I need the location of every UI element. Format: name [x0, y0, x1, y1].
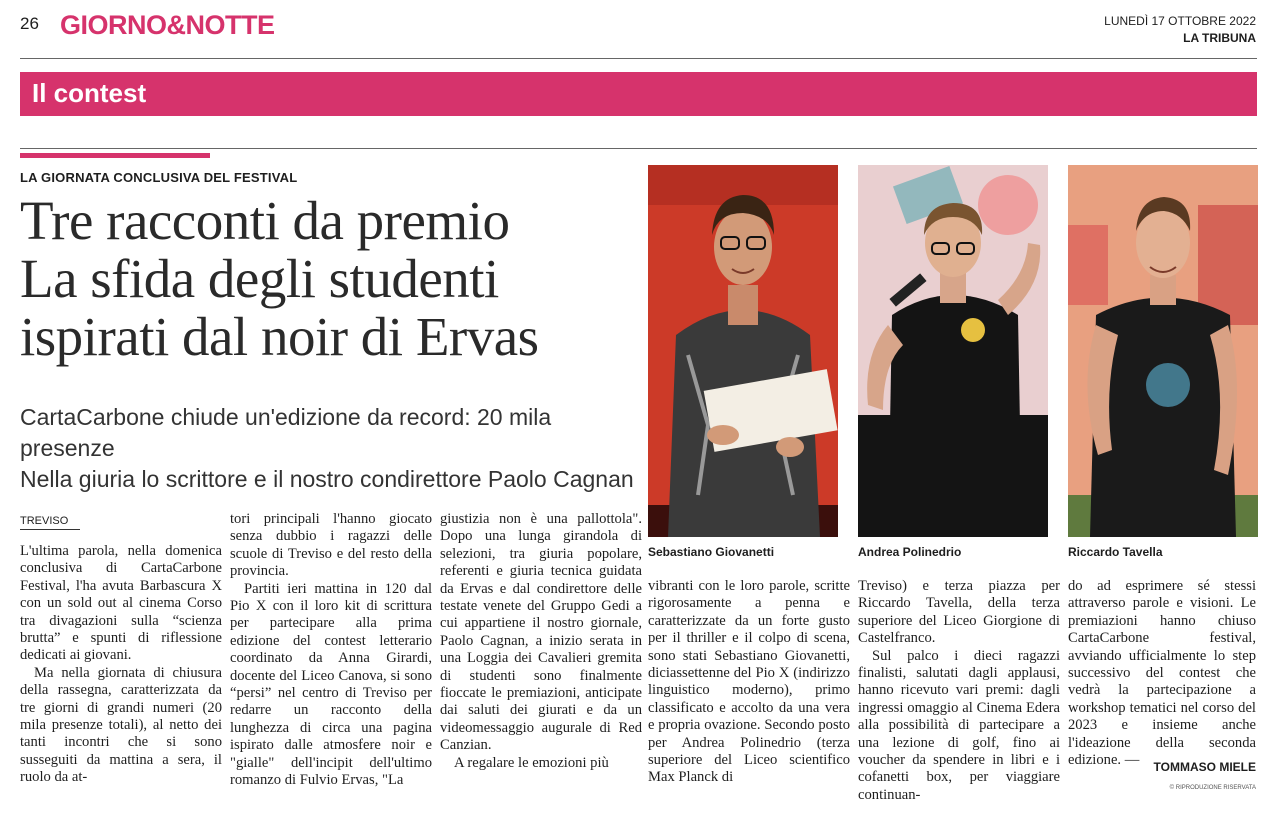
paragraph: A regalare le emozioni più [454, 754, 609, 771]
section-rule [20, 148, 1257, 149]
photo-andrea-polinedrio [858, 165, 1048, 537]
subheadline-line: CartaCarbone chiude un'edizione da record: 20 mila presenze [20, 404, 552, 461]
paragraph: tori principali l'hanno giocato senza dubbio i ragazzi delle scuole di Treviso e del resto della provincia. [230, 511, 432, 580]
article-headline [20, 192, 640, 366]
paragraph: vibranti con le loro parole, scritte rigorosamente a penna e caratterizzate da un forte gusto per il thriller e il colpo di scena, sono stati Sebastiano Giovanetti, diciassettenne del Pio X (indirizzo linguistico moderno), primo classificato e accolto da una vera e propria ovazione. Secondo posto per Andrea Polinedrio (terza superiore del Liceo scientifico Max Planck di [648, 578, 850, 786]
article-dateline: TREVISO [20, 515, 80, 530]
student-portrait-illustration [1068, 165, 1258, 537]
article-column-6 [1068, 578, 1256, 769]
copyright-notice: © RIPRODUZIONE RISERVATA [1169, 785, 1256, 791]
article-column-4 [648, 578, 850, 787]
page-number: 26 [20, 14, 39, 33]
paragraph: L'ultima parola, nella domenica conclusiva di CartaCarbone Festival, l'ha avuta Barbascura X con un sold out al cinema Corso tra divagazioni sulla “scienza brutta” e spunti di riflessione dedicati ai giovani. [20, 543, 222, 664]
article-byline: TOMMASO MIELE [1153, 760, 1256, 774]
header-rule [20, 58, 1257, 59]
article-column-5 [858, 578, 1060, 804]
subheadline-line: Nella giuria lo scrittore e il nostro condirettore Paolo Cagnan [20, 466, 634, 492]
article-column-1 [20, 543, 222, 787]
paragraph: giustizia non è una pallottola". Dopo una lunga girandola di selezioni, tra giuria popolare, referenti e giuria tecnica guidata da Ervas e dal condirettore delle testate venete del Gruppo Gedi a cui appartiene il nostro giornale, Paolo Cagnan, a inizio serata in una Loggia dei Cavalieri gremita di studenti sono finalmente fioccate le premiazioni, anticipate dai saluti dei giurati e da un videomessaggio augurale di Red Canzian. [440, 511, 642, 754]
article-column-3 [440, 511, 642, 772]
kicker-accent-strip [20, 153, 210, 158]
paragraph: Ma nella giornata di chiusura della rassegna, caratterizzata da tre giorni di grandi numeri (20 mila presenze totali), al netto dei tanti incontri che si sono susseguiti da mattina a sera, il ruolo da at- [20, 664, 222, 786]
headline-line: Tre racconti da premio [20, 190, 510, 251]
article-subheadline [20, 402, 640, 495]
photo-caption: Sebastiano Giovanetti [648, 545, 775, 559]
student-portrait-illustration [648, 165, 838, 537]
section-bar [20, 72, 1257, 116]
section-name: GIORNO&NOTTE [60, 10, 275, 40]
section-bar-label: Il contest [32, 78, 147, 108]
photo-caption: Andrea Polinedrio [858, 545, 962, 559]
headline-line: ispirati dal noir di Ervas [20, 306, 539, 367]
article-column-2 [230, 511, 432, 790]
paragraph: Sul palco i dieci ragazzi finalisti, salutati dagli applausi, hanno ricevuto vari premi: dagli ingressi omaggio al Cinema Edera alla possibilità di partecipare a una lezione di golf, fino ai voucher da spendere in libri e i cofanetti box, per viaggiare continuan- [858, 647, 1060, 803]
headline-line: La sfida degli studenti [20, 248, 499, 309]
article-kicker: LA GIORNATA CONCLUSIVA DEL FESTIVAL [20, 170, 298, 185]
student-portrait-illustration [858, 165, 1048, 537]
paragraph: Treviso) e terza piazza per Riccardo Tavella, della terza superiore del Liceo Giorgione di Castelfranco. [858, 578, 1060, 647]
photo-riccardo-tavella [1068, 165, 1258, 537]
issue-date: LUNEDÌ 17 OTTOBRE 2022 [1104, 14, 1256, 28]
photo-caption: Riccardo Tavella [1068, 545, 1163, 559]
paragraph: Partiti ieri mattina in 120 dal Pio X con il loro kit di scrittura per partecipare alla prima edizione del contest letterario coordinato da Anna Girardi, docente del Liceo Canova, si sono “persi” nel centro di Treviso per redarre un racconto della lunghezza di circa una pagina ispirato dalle atmosfere noir e "gialle" dell'incipit dell'ultimo romanzo di Fulvio Ervas, "La [230, 580, 432, 789]
paragraph: do ad esprimere sé stessi attraverso parole e visioni. Le premiazioni hanno chiuso CartaCarbone festival, avviando ufficialmente lo step successivo del contest che vedrà la partecipazione a workshop tematici nel corso del 2023 e insieme anche l'ideazione della seconda edizione. — [1068, 578, 1256, 769]
photo-sebastiano-giovanetti [648, 165, 838, 537]
newspaper-name: LA TRIBUNA [1183, 31, 1256, 45]
